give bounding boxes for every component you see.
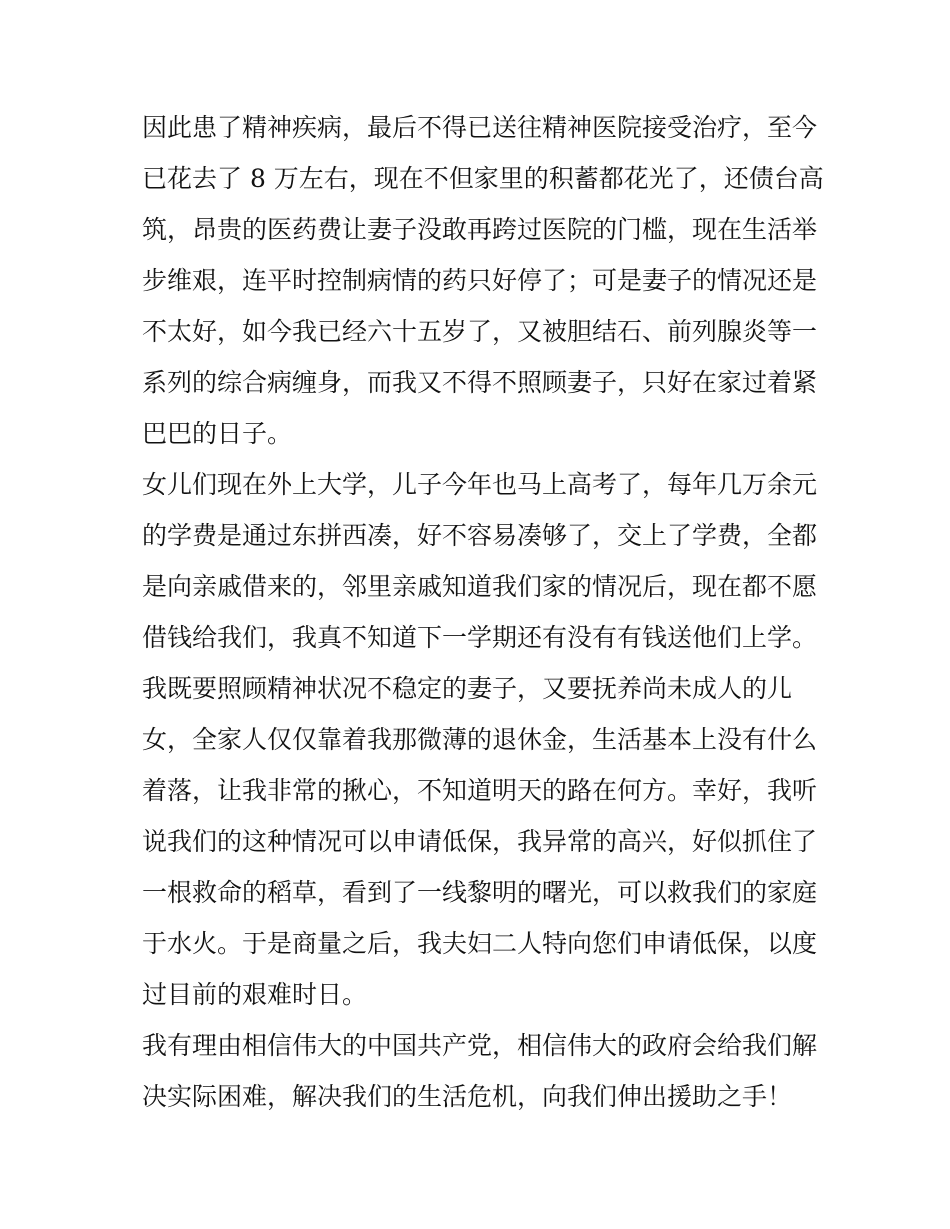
text-line-14: 着落，让我非常的揪心，不知道明天的路在何方。幸好，我听 xyxy=(142,776,818,805)
text-line-7: 巴巴的日子。 xyxy=(142,419,293,448)
body-text xyxy=(142,102,822,1122)
text-line-4: 步维艰，连平时控制病情的药只好停了；可是妻子的情况还是 xyxy=(142,266,818,295)
text-line-13: 女，全家人仅仅靠着我那微薄的退休金，生活基本上没有什么 xyxy=(142,725,818,754)
text-line-15: 说我们的这种情况可以申请低保，我异常的高兴，好似抓住了 xyxy=(142,827,818,856)
text-line-16: 一根救命的稻草，看到了一线黎明的曙光，可以救我们的家庭 xyxy=(142,878,818,907)
text-line-10: 是向亲戚借来的，邻里亲戚知道我们家的情况后，现在都不愿 xyxy=(142,572,818,601)
text-line-20: 决实际困难，解决我们的生活危机，向我们伸出援助之手！ xyxy=(142,1082,793,1111)
text-line-17: 于水火。于是商量之后，我夫妇二人特向您们申请低保，以度 xyxy=(142,929,818,958)
text-line-19: 我有理由相信伟大的中国共产党，相信伟大的政府会给我们解 xyxy=(142,1031,818,1060)
text-line-12: 我既要照顾精神状况不稳定的妻子，又要抚养尚未成人的儿 xyxy=(142,674,793,703)
text-line-8: 女儿们现在外上大学，儿子今年也马上高考了，每年几万余元 xyxy=(142,470,818,499)
text-line-9: 的学费是通过东拼西凑，好不容易凑够了，交上了学费，全都 xyxy=(142,521,818,550)
text-line-1: 因此患了精神疾病，最后不得已送往精神医院接受治疗，至今 xyxy=(142,113,818,142)
text-line-2: 已花去了 8 万左右，现在不但家里的积蓄都花光了，还债台高 xyxy=(142,164,824,193)
text-line-5: 不太好，如今我已经六十五岁了，又被胆结石、前列腺炎等一 xyxy=(142,317,818,346)
text-line-18: 过目前的艰难时日。 xyxy=(142,980,368,1009)
text-line-6: 系列的综合病缠身，而我又不得不照顾妻子，只好在家过着紧 xyxy=(142,368,818,397)
text-line-11: 借钱给我们，我真不知道下一学期还有没有有钱送他们上学。 xyxy=(142,623,818,652)
text-line-3: 筑，昂贵的医药费让妻子没敢再跨过医院的门槛，现在生活举 xyxy=(142,215,818,244)
